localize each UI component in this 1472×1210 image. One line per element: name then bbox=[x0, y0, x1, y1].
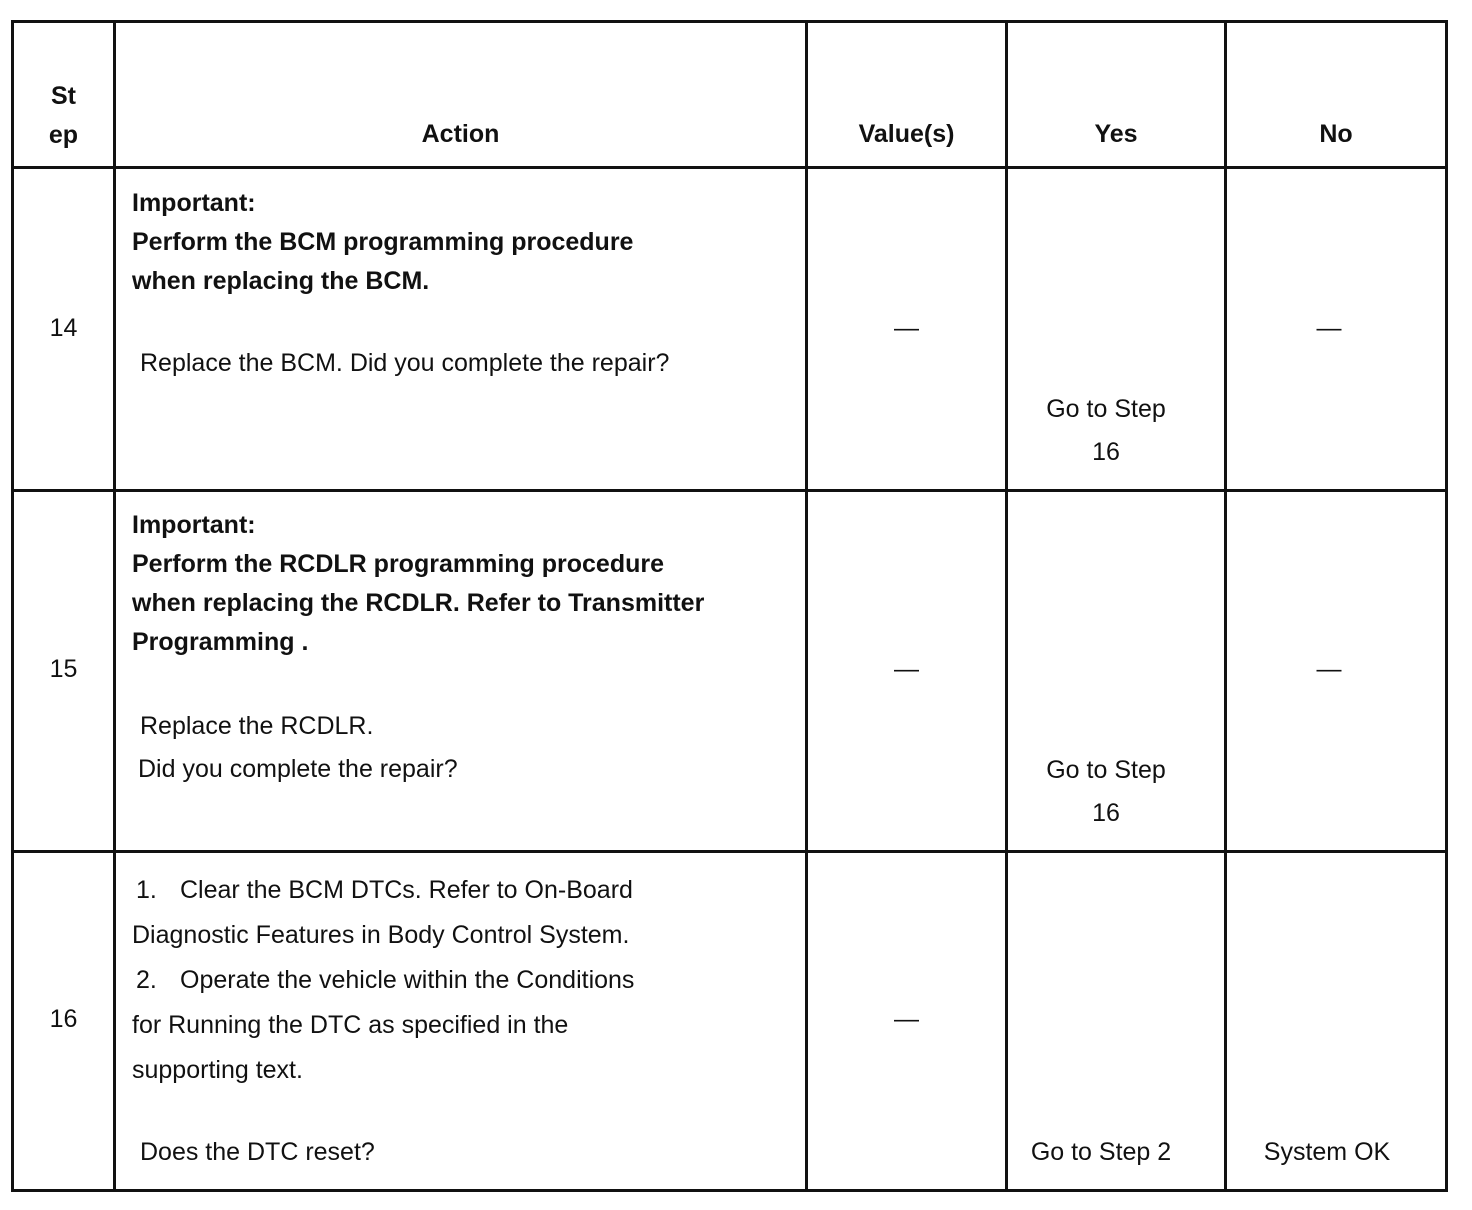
row-16-action-list bbox=[132, 868, 634, 1093]
row-16-step: 16 bbox=[49, 1005, 78, 1033]
row-15-important-label: Important: bbox=[132, 511, 256, 539]
row-15-important-line: Perform the RCDLR programming procedure bbox=[132, 550, 665, 578]
row-16-list-item-2 bbox=[132, 958, 634, 1003]
header-step bbox=[14, 77, 113, 155]
diagnostic-table bbox=[11, 20, 1448, 1193]
row-16-value: — bbox=[894, 1005, 919, 1033]
row-15-important-line: Programming . bbox=[132, 628, 309, 656]
row-15-yes-line: 16 bbox=[1092, 799, 1120, 827]
table-border-bottom bbox=[11, 1189, 1448, 1192]
row-14-important-line: when replacing the BCM. bbox=[132, 267, 430, 295]
row-16-list-text: Clear the BCM DTCs. Refer to On-Board bbox=[180, 876, 633, 904]
header-step-line1: St bbox=[51, 82, 76, 110]
header-action: Action bbox=[421, 120, 500, 148]
row-14-important-label: Important: bbox=[132, 189, 256, 217]
row-14-yes-line: 16 bbox=[1092, 438, 1120, 466]
row-15-action-line: Did you complete the repair? bbox=[138, 755, 458, 783]
row-16-question: Does the DTC reset? bbox=[140, 1138, 375, 1166]
row-15-value: — bbox=[894, 655, 919, 683]
column-divider-yes bbox=[1224, 20, 1227, 1192]
row-15-yes bbox=[1008, 749, 1204, 835]
header-values: Value(s) bbox=[858, 120, 955, 148]
row-15-step: 15 bbox=[49, 655, 78, 683]
row-14-value: — bbox=[894, 314, 919, 342]
row-16-list-continuation: for Running the DTC as specified in the bbox=[132, 1011, 569, 1039]
row-16-list-text: Operate the vehicle within the Conditions bbox=[180, 966, 635, 994]
table-border-right bbox=[1445, 20, 1448, 1192]
row-14-important-line: Perform the BCM programming procedure bbox=[132, 228, 634, 256]
row-divider-15-16 bbox=[11, 850, 1448, 853]
row-15-yes-line: Go to Step bbox=[1046, 756, 1166, 784]
row-16-list-number: 2. bbox=[136, 966, 157, 994]
column-divider-values bbox=[1005, 20, 1008, 1192]
row-15-action-text bbox=[138, 705, 458, 791]
row-16-list-number: 1. bbox=[136, 876, 157, 904]
row-14-yes bbox=[1008, 388, 1204, 474]
row-14-yes-line: Go to Step bbox=[1046, 395, 1166, 423]
row-16-list-item-1 bbox=[132, 868, 634, 913]
row-14-step: 14 bbox=[49, 314, 78, 342]
column-divider-step bbox=[113, 20, 116, 1192]
row-16-list-continuation: supporting text. bbox=[132, 1056, 303, 1084]
row-16-no: System OK bbox=[1263, 1138, 1391, 1166]
header-yes: Yes bbox=[1094, 120, 1138, 148]
row-14-action-text: Replace the BCM. Did you complete the repair? bbox=[140, 349, 670, 377]
header-divider bbox=[11, 166, 1448, 169]
row-14-no: — bbox=[1316, 314, 1342, 342]
row-divider-14-15 bbox=[11, 489, 1448, 492]
header-no: No bbox=[1319, 120, 1353, 148]
table-border-top bbox=[11, 20, 1448, 23]
row-15-important-note bbox=[132, 545, 704, 662]
row-16-yes: Go to Step 2 bbox=[1030, 1138, 1172, 1166]
row-15-no: — bbox=[1316, 655, 1342, 683]
header-step-line2: ep bbox=[48, 121, 79, 149]
row-14-important-note bbox=[132, 223, 633, 301]
row-16-list-continuation: Diagnostic Features in Body Control System. bbox=[132, 921, 630, 949]
row-15-action-line: Replace the RCDLR. bbox=[140, 712, 374, 740]
row-15-important-line: when replacing the RCDLR. Refer to Transmitter bbox=[132, 589, 705, 617]
